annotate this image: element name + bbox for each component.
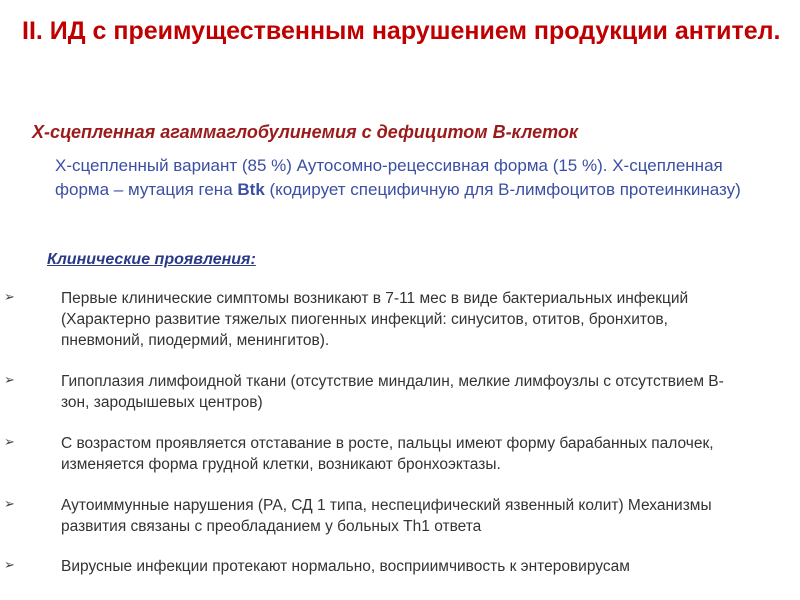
bullet-text: Вирусные инфекции протекают нормально, восприимчивость к энтеровирусам <box>61 558 630 575</box>
bullet-text: Гипоплазия лимфоидной ткани (отсутствие миндалин, мелкие лимфоузлы с отсутствием В-зон, зародышевых центров) <box>61 373 724 411</box>
slide-subtitle: Х-сцепленная агаммаглобулинемия с дефицитом В-клеток <box>32 122 578 142</box>
gene-name: Btk <box>237 180 265 199</box>
arrow-bullet-icon: ➢ <box>4 435 15 450</box>
bullet-text: С возрастом проявляется отставание в росте, пальцы имеют форму барабанных палочек, изменяется форма грудной клетки, возникают бронхоэктазы. <box>61 435 714 473</box>
arrow-bullet-icon: ➢ <box>4 290 15 305</box>
intro-text-part1: Х-сцепленный вариант (85 %) Аутосомно-рецессивная форма (15 %). Х-сцепленная форма – мутация гена <box>55 156 723 199</box>
arrow-bullet-icon: ➢ <box>4 558 15 573</box>
bullet-text: Аутоиммунные нарушения (РА, СД 1 типа, неспецифический язвенный колит) Механизмы развития связаны с преобладанием у больных Th1 ответа <box>61 497 712 535</box>
title-text: . ИД с преимущественным нарушением продукции антител. <box>35 17 781 45</box>
section-heading: Клинические проявления: <box>47 251 256 268</box>
bullet-text: Первые клинические симптомы возникают в 7-11 мес в виде бактериальных инфекций (Характерно развитие тяжелых пиогенных инфекций: синуситов, отитов, бронхитов, пневмоний, пиодермий, менингитов). <box>61 290 689 349</box>
intro-text-part2: (кодирует специфичную для В-лимфоцитов протеинкиназу) <box>264 180 741 199</box>
arrow-bullet-icon: ➢ <box>4 373 15 388</box>
arrow-bullet-icon: ➢ <box>4 497 15 512</box>
title-roman-numeral: II <box>22 17 36 45</box>
